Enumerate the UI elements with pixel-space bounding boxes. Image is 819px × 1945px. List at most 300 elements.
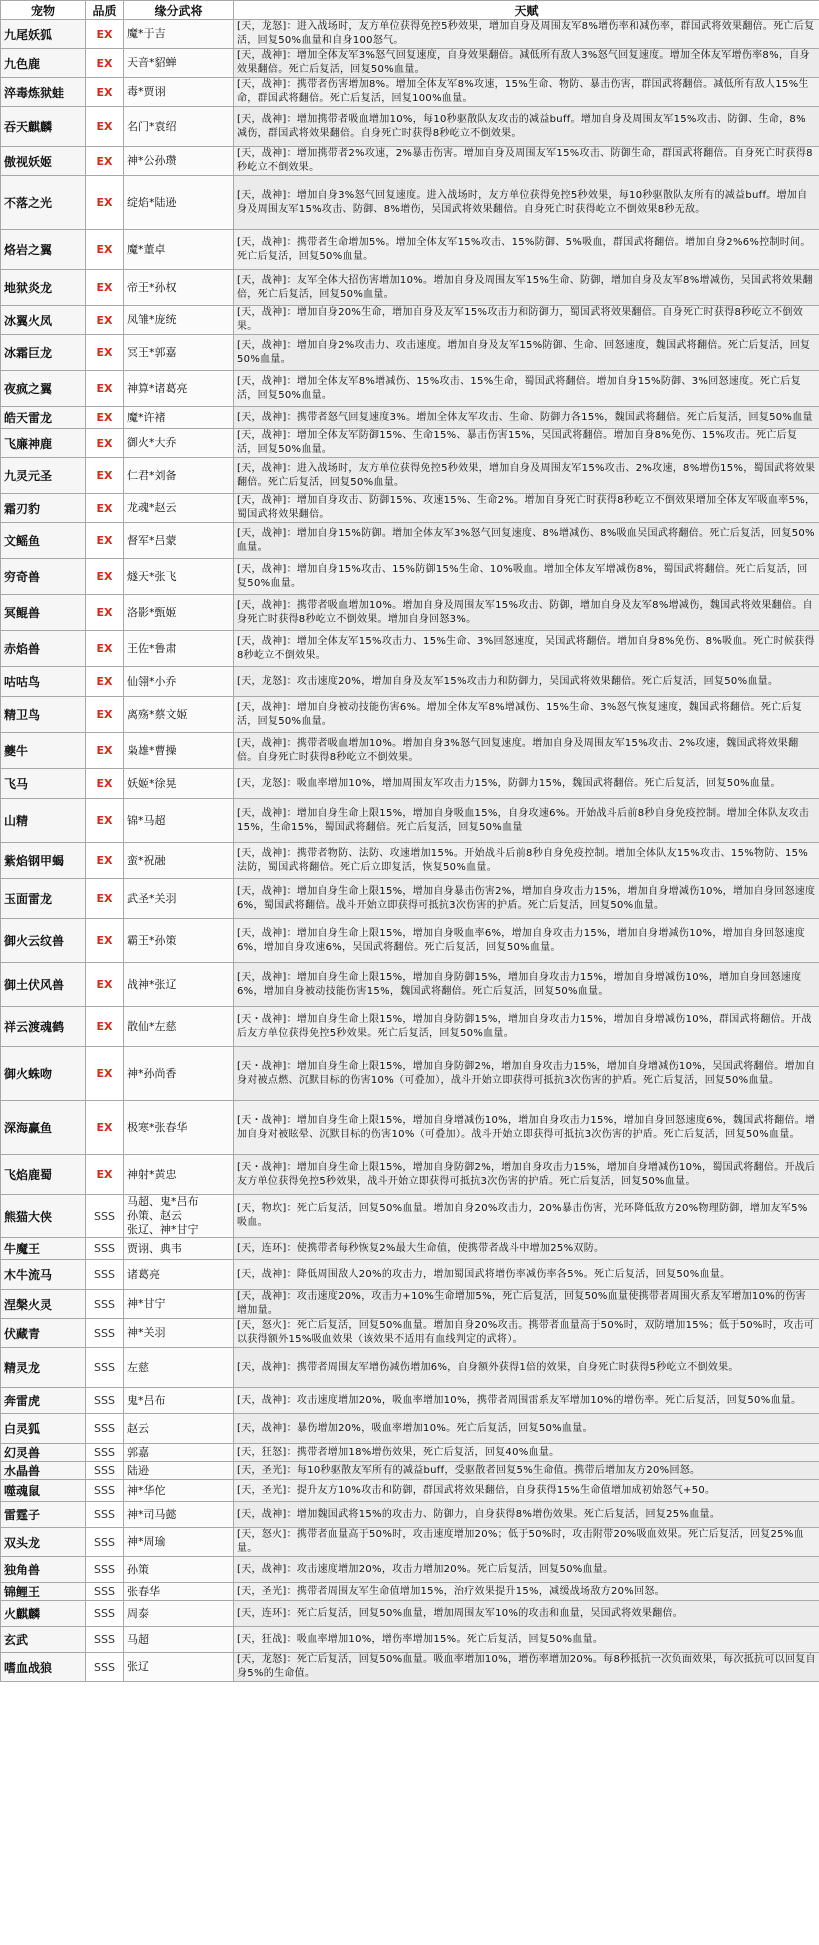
quality-badge: SSS xyxy=(86,1290,124,1319)
talent-text: [天，战神]：攻击速度增加20%，吸血率增加10%，携带者周围雷系友军增加10%的增伤率。死亡后复活，回复50%血量。 xyxy=(234,1388,819,1414)
table-row xyxy=(1,1502,819,1528)
quality-badge: EX xyxy=(86,270,124,306)
table-row xyxy=(1,799,819,843)
general-cell xyxy=(124,1502,234,1528)
general-name: 毒*贾诩 xyxy=(127,85,166,98)
quality-badge: EX xyxy=(86,335,124,371)
general-cell xyxy=(124,1480,234,1502)
general-name: 蛮*祝融 xyxy=(127,853,166,867)
general-cell xyxy=(124,1528,234,1557)
general-cell xyxy=(124,176,234,230)
general-name: 绽焰*陆逊 xyxy=(127,195,177,209)
general-cell xyxy=(124,733,234,769)
general-name: 枭雄*曹操 xyxy=(127,743,177,757)
pet-name: 祥云渡魂鹤 xyxy=(1,1007,86,1047)
general-name: 仙翎*小乔 xyxy=(127,674,177,688)
pet-name: 玄武 xyxy=(1,1627,86,1653)
table-row xyxy=(1,697,819,733)
quality-badge: SSS xyxy=(86,1260,124,1290)
general-cell xyxy=(124,1388,234,1414)
table-row xyxy=(1,1348,819,1388)
general-cell xyxy=(124,1414,234,1444)
general-cell xyxy=(124,1627,234,1653)
table-row xyxy=(1,1528,819,1557)
general-name: 神*孙尚香 xyxy=(127,1066,177,1080)
pet-name: 淬毒炼狱蛙 xyxy=(1,78,86,107)
general-name: 仁君*刘备 xyxy=(127,468,177,482)
general-name: 神*司马懿 xyxy=(127,1507,177,1521)
general-cell xyxy=(124,559,234,595)
quality-badge: EX xyxy=(86,843,124,879)
quality-badge: EX xyxy=(86,407,124,429)
quality-badge: EX xyxy=(86,147,124,176)
general-cell xyxy=(124,1260,234,1290)
table-row xyxy=(1,429,819,458)
talent-text: [天，战神]：携带者周围友军增伤减伤增加6%，自身额外获得1倍的效果，自身死亡时获得5秒屹立不倒效果。 xyxy=(234,1348,819,1388)
header-quality: 品质 xyxy=(86,1,124,20)
quality-badge: EX xyxy=(86,371,124,407)
general-name: 霸王*孙策 xyxy=(127,933,177,947)
general-name: 周泰 xyxy=(127,1606,149,1620)
table-row xyxy=(1,1101,819,1155)
talent-text: [天，连环]：死亡后复活，回复50%血量，增加周围友军10%的攻击和血量，吴国武将效果翻倍。 xyxy=(234,1601,819,1627)
general-name: 神*甘宁 xyxy=(127,1297,166,1310)
general-name: 魔*许褚 xyxy=(127,410,166,424)
general-cell xyxy=(124,1348,234,1388)
quality-badge: SSS xyxy=(86,1388,124,1414)
talent-text: [天，怒火]：死亡后复活，回复50%血量。增加自身20%攻击。携带者血量高于50%时，双防增加15%；低于50%时，攻击可以获得额外15%吸血效果（该效果不适用有血线判定的武将）。 xyxy=(234,1319,819,1348)
general-cell xyxy=(124,1007,234,1047)
talent-text: [天，战神]：携带者伤害增加8%。增加全体友军8%攻速，15%生命、物防、暴击伤害，群国武将翻倍。减低所有敌人15%生命，群国武将翻倍。死亡后复活，回复100%血量。 xyxy=(234,78,819,107)
quality-badge: SSS xyxy=(86,1195,124,1238)
general-name: 天音*貂蝉 xyxy=(127,56,177,69)
table-row xyxy=(1,270,819,306)
talent-text: [天，狂怒]：携带者增加18%增伤效果，死亡后复活，回复40%血量。 xyxy=(234,1444,819,1462)
pet-name: 白灵狐 xyxy=(1,1414,86,1444)
table-row xyxy=(1,595,819,631)
talent-text: [天，战神]：增加自身20%生命，增加自身及友军15%攻击力和防御力，蜀国武将效果翻倍。自身死亡时获得8秒屹立不倒效果。 xyxy=(234,306,819,335)
talent-text: [天，战神]：降低周围敌人20%的攻击力，增加蜀国武将增伤率减伤率各5%。死亡后复活，回复50%血量。 xyxy=(234,1260,819,1290)
talent-text: [天，战神]：增加携带者吸血增加10%，每10秒驱散队友攻击的减益buff。增加自身及周围友军15%攻击、防御、生命，8%减伤，群国武将效果翻倍。自身死亡时获得8秒屹立不倒效果。 xyxy=(234,107,819,147)
talent-text: [天，战神]：增加自身15%防御。增加全体友军3%怒气回复速度、8%增减伤、8%吸血吴国武将翻倍。死亡后复活，回复50%血量。 xyxy=(234,523,819,559)
pet-name: 熊猫大侠 xyxy=(1,1195,86,1238)
pet-name: 深海赢鱼 xyxy=(1,1101,86,1155)
quality-badge: EX xyxy=(86,733,124,769)
general-name: 魔*董卓 xyxy=(127,242,166,256)
general-cell xyxy=(124,1601,234,1627)
general-cell xyxy=(124,1155,234,1195)
pet-name: 冰霜巨龙 xyxy=(1,335,86,371)
talent-text: [天，战神]：进入战场时，友方单位获得免控5秒效果，增加自身及周围友军15%攻击、2%攻速，8%增伤15%，蜀国武将效果翻倍。死亡后复活，回复50%血量。 xyxy=(234,458,819,494)
table-row xyxy=(1,919,819,963)
quality-badge: EX xyxy=(86,879,124,919)
general-cell xyxy=(124,1101,234,1155)
pet-name: 御土伏风兽 xyxy=(1,963,86,1007)
general-name: 张春华 xyxy=(127,1584,160,1598)
quality-badge: SSS xyxy=(86,1583,124,1601)
general-name: 神*公孙瓒 xyxy=(127,154,177,167)
general-cell xyxy=(124,1557,234,1583)
general-name: 神算*诸葛亮 xyxy=(127,381,188,395)
general-cell xyxy=(124,769,234,799)
talent-text: [天，龙怒]：死亡后复活，回复50%血量。吸血率增加10%，增伤率增加20%。每8秒抵抗一次负面效果，每次抵抗可以回复自身5%的生命值。 xyxy=(234,1653,819,1682)
talent-text: [天，战神]：增加自身生命上限15%，增加自身防御15%，增加自身攻击力15%，增加自身增减伤10%，增加自身回怒速度6%，增加自身被动技能伤害15%，魏国武将翻倍。死亡后复活，回复50%血量。 xyxy=(234,963,819,1007)
general-cell xyxy=(124,270,234,306)
header-talent: 天赋 xyxy=(234,1,819,20)
table-row xyxy=(1,1155,819,1195)
pet-name: 木牛流马 xyxy=(1,1260,86,1290)
table-row xyxy=(1,49,819,78)
header-pet: 宠物 xyxy=(1,1,86,20)
talent-text: [天，战神]：友军全体大招伤害增加10%。增加自身及周围友军15%生命、防御，增加自身及友军8%增减伤，吴国武将效果翻倍，死亡后复活，回复50%血量。 xyxy=(234,270,819,306)
table-row xyxy=(1,1388,819,1414)
pet-name: 吞天麒麟 xyxy=(1,107,86,147)
table-row xyxy=(1,407,819,429)
quality-badge: EX xyxy=(86,429,124,458)
general-name: 孙策、赵云 xyxy=(127,1209,182,1222)
general-cell xyxy=(124,407,234,429)
general-name: 神*关羽 xyxy=(127,1326,166,1339)
general-name: 孙策 xyxy=(127,1562,149,1576)
talent-text: [天，龙怒]：吸血率增加10%，增加周围友军攻击力15%，防御力15%，魏国武将翻倍。死亡后复活，回复50%血量。 xyxy=(234,769,819,799)
general-name: 贾诩、典韦 xyxy=(127,1241,182,1255)
talent-text: [天，圣光]：每10秒驱散友军所有的减益buff，受驱散者回复5%生命值。携带后增加友方20%回怒。 xyxy=(234,1462,819,1480)
table-row xyxy=(1,631,819,667)
general-cell xyxy=(124,1047,234,1101)
general-name: 凤雏*庞统 xyxy=(127,313,177,326)
quality-badge: EX xyxy=(86,306,124,335)
quality-badge: EX xyxy=(86,595,124,631)
general-name: 龙魂*赵云 xyxy=(127,501,177,514)
header-general: 缘分武将 xyxy=(124,1,234,20)
quality-badge: EX xyxy=(86,458,124,494)
talent-text: [天，战神]：携带者物防、法防、攻速增加15%。开始战斗后前8秒自身免疫控制。增加全体队友15%攻击、15%物防、15%法防，蜀国武将翻倍。死亡后立即复活，恢复50%血量。 xyxy=(234,843,819,879)
talent-text: [天・战神]：增加自身生命上限15%，增加自身防御2%，增加自身攻击力15%，增加自身增减伤10%，蜀国武将翻倍。开战后友方单位获得免控5秒效果，战斗开始立即获得可抵抗3次伤害的护盾。死亡后复活，回复50%血量。 xyxy=(234,1155,819,1195)
general-name: 张辽 xyxy=(127,1660,149,1673)
table-row xyxy=(1,667,819,697)
general-name: 战神*张辽 xyxy=(127,977,177,991)
table-row xyxy=(1,1653,819,1682)
talent-text: [天，战神]：携带者吸血增加10%。增加自身3%怒气回复速度。增加自身及周围友军15%攻击、2%攻速，魏国武将效果翻倍。自身死亡时获得8秒屹立不倒效果。 xyxy=(234,733,819,769)
talent-text: [天，战神]：增加自身3%怒气回复速度。进入战场时，友方单位获得免控5秒效果，每10秒驱散队友所有的减益buff。增加自身及周围友军15%攻击、防御、8%增伤，吴国武将效果翻倍。自身死亡时获得屹立不倒效果8秒无敌。 xyxy=(234,176,819,230)
general-name: 诸葛亮 xyxy=(127,1267,160,1281)
pet-name: 紫焰钢甲蝎 xyxy=(1,843,86,879)
pet-name: 独角兽 xyxy=(1,1557,86,1583)
pet-name: 御火云纹兽 xyxy=(1,919,86,963)
table-row xyxy=(1,1627,819,1653)
general-cell xyxy=(124,799,234,843)
table-row xyxy=(1,1047,819,1101)
general-name: 冥王*郭嘉 xyxy=(127,345,177,359)
pet-name: 双头龙 xyxy=(1,1528,86,1557)
table-row xyxy=(1,1601,819,1627)
general-name: 左慈 xyxy=(127,1360,149,1374)
talent-text: [天，战神]：携带者怒气回复速度3%。增加全体友军攻击、生命、防御力各15%，魏国武将翻倍。死亡后复活，回复50%血量 xyxy=(234,407,819,429)
general-cell xyxy=(124,595,234,631)
table-row xyxy=(1,1007,819,1047)
quality-badge: EX xyxy=(86,631,124,667)
general-name: 名门*袁绍 xyxy=(127,119,177,133)
pet-name: 文鳐鱼 xyxy=(1,523,86,559)
table-row xyxy=(1,1238,819,1260)
general-name: 妖姬*徐晃 xyxy=(127,776,177,790)
pet-name: 咕咕鸟 xyxy=(1,667,86,697)
pet-name: 雷霆子 xyxy=(1,1502,86,1528)
quality-badge: EX xyxy=(86,1155,124,1195)
general-name: 离殇*蔡文姬 xyxy=(127,707,188,721)
general-name: 陆逊 xyxy=(127,1463,149,1477)
pet-name: 御火蛛吻 xyxy=(1,1047,86,1101)
general-cell xyxy=(124,1583,234,1601)
talent-text: [天，战神]：增加自身2%攻击力、攻击速度。增加自身及友军15%防御、生命、回怒速度，魏国武将翻倍。死亡后复活，回复50%血量。 xyxy=(234,335,819,371)
pet-name: 地狱炎龙 xyxy=(1,270,86,306)
talent-text: [天，物坎]：死亡后复活，回复50%血量。增加自身20%攻击力，20%暴击伤害，光环降低敌方20%物理防御，增加友军5%吸血。 xyxy=(234,1195,819,1238)
table-row xyxy=(1,1260,819,1290)
pet-name: 傲视妖姬 xyxy=(1,147,86,176)
table-row xyxy=(1,1414,819,1444)
talent-text: [天・战神]：增加自身生命上限15%，增加自身增减伤10%，增加自身攻击力15%，增加自身回怒速度6%，魏国武将翻倍。增加自身对被眩晕、沉默目标的伤害10%（可叠加）。战斗开始立即获得可抵抗3次伤害的护盾。死亡后复活，回复50%血量。 xyxy=(234,1101,819,1155)
pet-name: 夔牛 xyxy=(1,733,86,769)
quality-badge: EX xyxy=(86,523,124,559)
general-name: 张辽、神*甘宁 xyxy=(127,1223,199,1236)
table-row xyxy=(1,843,819,879)
general-cell xyxy=(124,458,234,494)
pet-name: 奔雷虎 xyxy=(1,1388,86,1414)
table-row xyxy=(1,1444,819,1462)
talent-text: [天，战神]：增加全体友军防御15%、生命15%、暴击伤害15%，吴国武将翻倍。增加自身8%免伤、15%攻击。死亡后复活，回复50%血量。 xyxy=(234,429,819,458)
table-row xyxy=(1,879,819,919)
quality-badge: SSS xyxy=(86,1653,124,1682)
quality-badge: EX xyxy=(86,799,124,843)
talent-text: [天，圣光]：携带者周围友军生命值增加15%，治疗效果提升15%，减缓战场敌方20%回怒。 xyxy=(234,1583,819,1601)
quality-badge: EX xyxy=(86,49,124,78)
table-row xyxy=(1,1319,819,1348)
general-cell xyxy=(124,1462,234,1480)
table-row xyxy=(1,1195,819,1238)
general-name: 武圣*关羽 xyxy=(127,891,177,905)
pet-name: 火麒麟 xyxy=(1,1601,86,1627)
table-row xyxy=(1,78,819,107)
general-name: 神*华佗 xyxy=(127,1483,166,1497)
general-cell xyxy=(124,523,234,559)
talent-text: [天，圣光]：提升友方10%攻击和防御，群国武将效果翻倍，自身获得15%生命值增加成初始怒气+50。 xyxy=(234,1480,819,1502)
table-row xyxy=(1,335,819,371)
pet-name: 飞焰鹿蜀 xyxy=(1,1155,86,1195)
table-row xyxy=(1,458,819,494)
pet-name: 冰翼火凤 xyxy=(1,306,86,335)
general-cell xyxy=(124,20,234,49)
general-cell xyxy=(124,335,234,371)
table-row xyxy=(1,176,819,230)
general-name: 郭嘉 xyxy=(127,1445,149,1459)
talent-text: [天・战神]：增加自身生命上限15%，增加自身防御15%，增加自身攻击力15%，增加自身增减伤10%，群国武将翻倍。开战后友方单位获得免控5秒效果。死亡后复活，回复50%血量。 xyxy=(234,1007,819,1047)
pet-name: 锦鲤王 xyxy=(1,1583,86,1601)
quality-badge: EX xyxy=(86,230,124,270)
general-name: 锦*马超 xyxy=(127,813,166,827)
general-cell xyxy=(124,1319,234,1348)
pet-name: 幻灵兽 xyxy=(1,1444,86,1462)
pet-name: 赤焰兽 xyxy=(1,631,86,667)
talent-text: [天，战神]：增加全体友军15%攻击力、15%生命、3%回怒速度，吴国武将翻倍。增加自身8%免伤、8%吸血。死亡时候获得8秒屹立不倒效果。 xyxy=(234,631,819,667)
table-row xyxy=(1,371,819,407)
general-cell xyxy=(124,963,234,1007)
table-row xyxy=(1,733,819,769)
talent-text: [天，战神]：增加自身生命上限15%，增加自身暴击伤害2%，增加自身攻击力15%，增加自身增减伤10%，增加自身回怒速度6%，蜀国武将翻倍。战斗开始立即获得可抵抗3次伤害的护盾。死亡后复活，回复50%血量。 xyxy=(234,879,819,919)
quality-badge: SSS xyxy=(86,1444,124,1462)
pet-name: 不落之光 xyxy=(1,176,86,230)
general-name: 魔*于吉 xyxy=(127,27,166,40)
talent-text: [天，战神]：增加自身15%攻击、15%防御15%生命、10%吸血。增加全体友军增减伤8%，蜀国武将翻倍。死亡后复活，回复50%血量。 xyxy=(234,559,819,595)
quality-badge: SSS xyxy=(86,1601,124,1627)
quality-badge: SSS xyxy=(86,1462,124,1480)
general-cell xyxy=(124,429,234,458)
general-cell xyxy=(124,147,234,176)
quality-badge: SSS xyxy=(86,1528,124,1557)
quality-badge: EX xyxy=(86,78,124,107)
talent-text: [天，战神]：增加全体友军8%增减伤、15%攻击、15%生命，蜀国武将翻倍。增加自身15%防御、3%回怒速度。死亡后复活，回复50%血量。 xyxy=(234,371,819,407)
general-name: 御火*大乔 xyxy=(127,436,177,449)
table-row xyxy=(1,523,819,559)
general-cell xyxy=(124,494,234,523)
general-name: 马超 xyxy=(127,1632,149,1646)
talent-text: [天，龙怒]：攻击速度20%，增加自身及友军15%攻击力和防御力，吴国武将效果翻倍。死亡后复活，回复50%血量。 xyxy=(234,667,819,697)
quality-badge: EX xyxy=(86,176,124,230)
quality-badge: EX xyxy=(86,559,124,595)
general-cell xyxy=(124,1653,234,1682)
pet-name: 烙岩之翼 xyxy=(1,230,86,270)
talent-text: [天，战神]：增加自身生命上限15%，增加自身吸血率6%，增加自身攻击力15%，增加自身增减伤10%，增加自身回怒速度6%，增加自身攻速6%，吴国武将翻倍。死亡后复活，回复50%血量。 xyxy=(234,919,819,963)
general-cell xyxy=(124,879,234,919)
general-cell xyxy=(124,667,234,697)
pet-name: 霜刃豹 xyxy=(1,494,86,523)
table-body xyxy=(1,20,819,1682)
table-row xyxy=(1,107,819,147)
quality-badge: SSS xyxy=(86,1627,124,1653)
table-row xyxy=(1,769,819,799)
table-row xyxy=(1,230,819,270)
quality-badge: EX xyxy=(86,107,124,147)
general-cell xyxy=(124,306,234,335)
pet-name: 山精 xyxy=(1,799,86,843)
general-name: 督军*吕蒙 xyxy=(127,533,177,547)
general-cell xyxy=(124,1444,234,1462)
talent-text: [天，战神]：暴伤增加20%，吸血率增加10%。死亡后复活，回复50%血量。 xyxy=(234,1414,819,1444)
pet-name: 九色鹿 xyxy=(1,49,86,78)
talent-text: [天，战神]：增加自身攻击、防御15%、攻速15%、生命2%。增加自身死亡时获得8秒屹立不倒效果增加全体友军吸血率5%，蜀国武将效果翻倍。 xyxy=(234,494,819,523)
quality-badge: SSS xyxy=(86,1238,124,1260)
talent-text: [天，战神]：攻击速度增加20%，攻击力增加20%。死亡后复活，回复50%血量。 xyxy=(234,1557,819,1583)
talent-text: [天，战神]：增加魏国武将15%的攻击力、防御力，自身获得8%增伤效果。死亡后复活，回复25%血量。 xyxy=(234,1502,819,1528)
table-row xyxy=(1,1583,819,1601)
pet-name: 精卫鸟 xyxy=(1,697,86,733)
general-name: 帝王*孙权 xyxy=(127,280,177,294)
pet-name: 飞廉神鹿 xyxy=(1,429,86,458)
talent-text: [天，战神]：携带者吸血增加10%。增加自身及周围友军15%攻击、防御，增加自身及友军8%增减伤，魏国武将效果翻倍。自身死亡时获得8秒屹立不倒效果。增加自身回怒3%。 xyxy=(234,595,819,631)
quality-badge: EX xyxy=(86,769,124,799)
quality-badge: SSS xyxy=(86,1319,124,1348)
table-row xyxy=(1,963,819,1007)
quality-badge: EX xyxy=(86,919,124,963)
talent-text: [天，连环]：使携带者每秒恢复2%最大生命值，使携带者战斗中增加25%双防。 xyxy=(234,1238,819,1260)
pet-name: 噬魂鼠 xyxy=(1,1480,86,1502)
general-cell xyxy=(124,371,234,407)
general-name: 王佐*鲁肃 xyxy=(127,641,177,655)
quality-badge: EX xyxy=(86,963,124,1007)
general-name: 赵云 xyxy=(127,1421,149,1435)
table-row xyxy=(1,1290,819,1319)
table-row xyxy=(1,306,819,335)
general-name: 神*周瑜 xyxy=(127,1535,166,1548)
talent-text: [天，龙怒]：进入战场时，友方单位获得免控5秒效果，增加自身及周围友军8%增伤率和减伤率，群国武将效果翻倍。死亡后复活，回复50%血量和自身100怒气。 xyxy=(234,20,819,49)
general-cell xyxy=(124,631,234,667)
general-cell xyxy=(124,1238,234,1260)
talent-text: [天，战神]：攻击速度20%，攻击力+10%生命增加5%，死亡后复活，回复50%血量使携带者周围火系友军增加10%的伤害增加量。 xyxy=(234,1290,819,1319)
table-row xyxy=(1,20,819,49)
pet-name: 皓天雷龙 xyxy=(1,407,86,429)
pet-name: 玉面雷龙 xyxy=(1,879,86,919)
table-row xyxy=(1,559,819,595)
talent-text: [天，战神]：增加自身生命上限15%，增加自身吸血15%，自身攻速6%。开始战斗后前8秒自身免疫控制。增加全体队友攻击15%，生命15%，蜀国武将翻倍。死亡后复活，回复50%血量 xyxy=(234,799,819,843)
table-row xyxy=(1,494,819,523)
quality-badge: SSS xyxy=(86,1557,124,1583)
general-name: 洛影*甄姬 xyxy=(127,605,177,619)
general-cell xyxy=(124,697,234,733)
table-row xyxy=(1,1557,819,1583)
quality-badge: EX xyxy=(86,667,124,697)
talent-text: [天・战神]：增加自身生命上限15%，增加自身防御2%，增加自身攻击力15%，增加自身增减伤10%，吴国武将翻倍。增加自身对被点燃、沉默目标的伤害10%（可叠加），战斗开始立即获得可抵抗3次伤害的护盾。死亡后复活，回复50%血量。 xyxy=(234,1047,819,1101)
quality-badge: EX xyxy=(86,1047,124,1101)
pet-name: 九尾妖狐 xyxy=(1,20,86,49)
pet-name: 精灵龙 xyxy=(1,1348,86,1388)
pet-name: 冥鲲兽 xyxy=(1,595,86,631)
general-cell xyxy=(124,919,234,963)
quality-badge: EX xyxy=(86,494,124,523)
general-cell xyxy=(124,78,234,107)
talent-text: [天，战神]：增加全体友军3%怒气回复速度，自身效果翻倍。减低所有敌人3%怒气回复速度。增加全体友军增伤率8%，自身效果翻倍。死亡后复活，回复50%血量。 xyxy=(234,49,819,78)
pet-name: 伏藏青 xyxy=(1,1319,86,1348)
general-cell xyxy=(124,107,234,147)
quality-badge: SSS xyxy=(86,1348,124,1388)
pet-name: 水晶兽 xyxy=(1,1462,86,1480)
table-row xyxy=(1,147,819,176)
general-cell xyxy=(124,230,234,270)
quality-badge: EX xyxy=(86,1101,124,1155)
general-name: 鬼*吕布 xyxy=(127,1393,166,1407)
quality-badge: SSS xyxy=(86,1480,124,1502)
pet-name: 飞马 xyxy=(1,769,86,799)
quality-badge: SSS xyxy=(86,1414,124,1444)
quality-badge: EX xyxy=(86,697,124,733)
table-row xyxy=(1,1480,819,1502)
general-name: 燧天*张飞 xyxy=(127,569,177,583)
pet-name: 夜疯之翼 xyxy=(1,371,86,407)
general-cell xyxy=(124,1195,234,1238)
talent-text: [天，战神]：增加自身被动技能伤害6%。增加全体友军8%增减伤、15%生命、3%怒气恢复速度，魏国武将翻倍。死亡后复活，回复50%血量。 xyxy=(234,697,819,733)
header-row xyxy=(1,1,819,20)
table-row xyxy=(1,1462,819,1480)
talent-text: [天，怒火]：携带者血量高于50%时，攻击速度增加20%；低于50%时，攻击附带20%吸血效果。死亡后复活，回复25%血量。 xyxy=(234,1528,819,1557)
pet-name: 嗜血战狼 xyxy=(1,1653,86,1682)
quality-badge: EX xyxy=(86,1007,124,1047)
general-cell xyxy=(124,1290,234,1319)
general-name: 神射*黄忠 xyxy=(127,1167,177,1181)
pet-name: 涅槃火灵 xyxy=(1,1290,86,1319)
pet-name: 穷奇兽 xyxy=(1,559,86,595)
pet-name: 九灵元圣 xyxy=(1,458,86,494)
talent-text: [天，战神]：携带者生命增加5%。增加全体友军15%攻击、15%防御、5%吸血，群国武将翻倍。增加自身2%6%控制时间。死亡后复活，回复50%血量。 xyxy=(234,230,819,270)
general-name: 极寒*张春华 xyxy=(127,1120,188,1134)
talent-text: [天，战神]：增加携带者2%攻速，2%暴击伤害。增加自身及周围友军15%攻击、防御生命，群国武将翻倍。自身死亡时获得8秒屹立不倒效果。 xyxy=(234,147,819,176)
